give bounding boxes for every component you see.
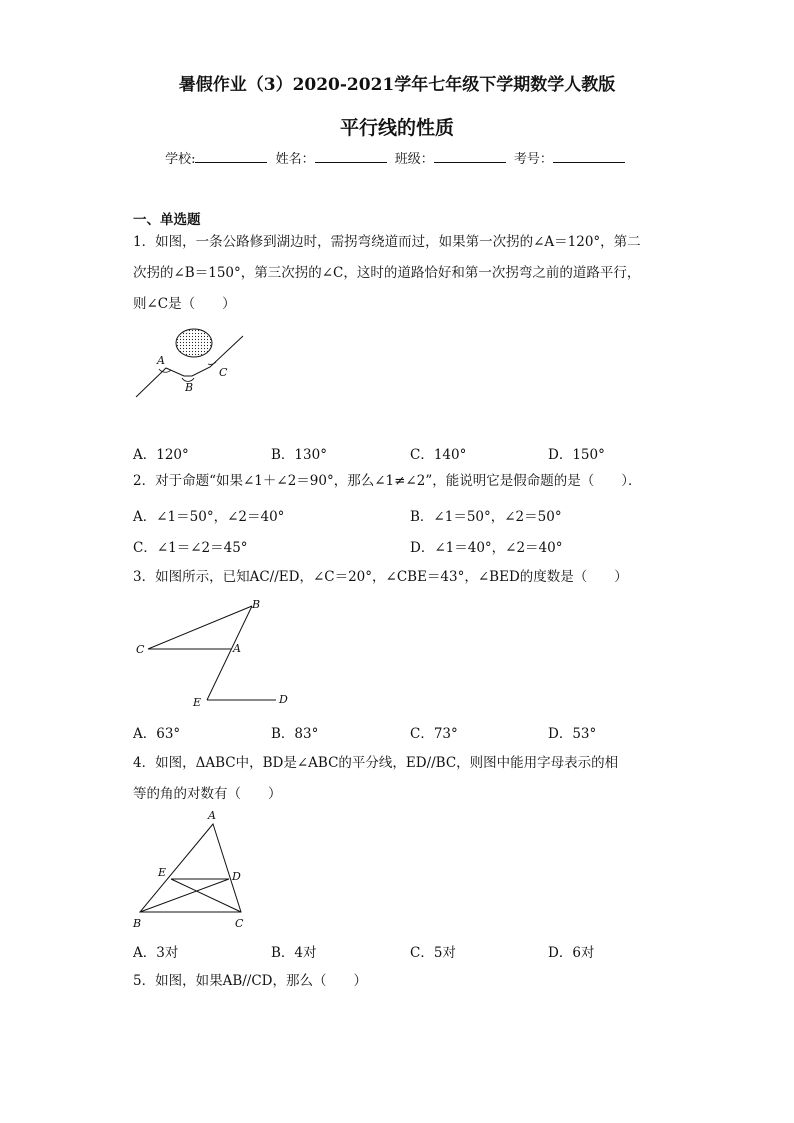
question-4-line-1: 4．如图，ΔABC中，BD是∠ABC的平分线，ED//BC，则图中能用字母表示的相 bbox=[133, 755, 619, 771]
question-4-line-2: 等的角的对数有（ ） bbox=[133, 786, 282, 802]
name-blank[interactable] bbox=[315, 150, 387, 163]
student-info-line bbox=[0, 148, 794, 167]
q3-option-d[interactable]: D．53° bbox=[548, 726, 597, 742]
label-d: D bbox=[279, 693, 288, 706]
label-e: E bbox=[158, 866, 167, 879]
q4-option-a[interactable]: A．3对 bbox=[133, 945, 179, 961]
label-a: A bbox=[208, 809, 216, 822]
question-3-figure bbox=[128, 592, 308, 716]
q1-option-b[interactable]: B．130° bbox=[271, 447, 327, 463]
q1-option-c[interactable]: C．140° bbox=[410, 447, 467, 463]
question-1-line-3: 则∠C是（ ） bbox=[133, 296, 236, 312]
q2-option-d[interactable]: D．∠1＝40°，∠2＝40° bbox=[410, 540, 563, 556]
q2-option-c[interactable]: C．∠1＝∠2＝45° bbox=[133, 540, 248, 556]
question-1-line-2: 次拐的∠B＝150°，第三次拐的∠C，这时的道路恰好和第一次拐弯之前的道路平行， bbox=[133, 265, 641, 281]
class-label: 班级： bbox=[394, 152, 434, 167]
lake-shape bbox=[176, 329, 212, 357]
label-c: C bbox=[136, 643, 145, 656]
triangle-abc bbox=[140, 824, 241, 912]
question-5-line-1: 5．如图，如果AB//CD，那么（ ） bbox=[133, 973, 368, 989]
q3-option-b[interactable]: B．83° bbox=[271, 726, 319, 742]
q3-option-c[interactable]: C．73° bbox=[410, 726, 458, 742]
section-heading: 一、单选题 bbox=[133, 212, 201, 228]
q4-option-b[interactable]: B．4对 bbox=[271, 945, 317, 961]
label-a: A bbox=[157, 354, 165, 367]
q2-option-a[interactable]: A．∠1＝50°，∠2＝40° bbox=[133, 509, 285, 525]
exam-number-label: 考号： bbox=[513, 152, 553, 167]
school-label: 学校: bbox=[165, 152, 196, 167]
exam-number-blank[interactable] bbox=[553, 150, 625, 163]
label-b: B bbox=[252, 598, 261, 611]
q2-option-b[interactable]: B．∠1＝50°，∠2＝50° bbox=[410, 509, 562, 525]
name-label: 姓名： bbox=[275, 152, 315, 167]
school-blank[interactable] bbox=[195, 150, 267, 163]
label-b: B bbox=[133, 917, 142, 930]
label-c: C bbox=[219, 366, 228, 379]
document-subtitle: 平行线的性质 bbox=[339, 117, 454, 139]
q4-option-d[interactable]: D．6对 bbox=[548, 945, 595, 961]
question-4-figure bbox=[128, 806, 268, 934]
label-b: B bbox=[185, 381, 194, 394]
q1-option-d[interactable]: D．150° bbox=[548, 447, 605, 463]
question-3-line-1: 3．如图所示，已知AC//ED，∠C＝20°，∠CBE＝43°，∠BED的度数是（ ） bbox=[133, 569, 628, 585]
label-a: A bbox=[233, 642, 241, 655]
question-1-line-1: 1．如图，一条公路修到湖边时，需拐弯绕道而过，如果第一次拐的∠A＝120°，第二 bbox=[133, 234, 641, 250]
label-d: D bbox=[232, 870, 241, 883]
question-1-figure bbox=[128, 320, 258, 400]
segment-ec bbox=[171, 879, 241, 912]
q1-option-a[interactable]: A．120° bbox=[133, 447, 189, 463]
segment-be bbox=[207, 606, 252, 700]
label-e: E bbox=[193, 696, 202, 709]
document-title: 暑假作业（3）2020-2021学年七年级下学期数学人教版 bbox=[178, 75, 616, 95]
class-blank[interactable] bbox=[434, 150, 506, 163]
q4-option-c[interactable]: C．5对 bbox=[410, 945, 456, 961]
question-2-line-1: 2．对于命题“如果∠1＋∠2＝90°，那么∠1≠∠2”，能说明它是假命题的是（ ）． bbox=[133, 473, 642, 489]
label-c: C bbox=[235, 917, 244, 930]
q3-option-a[interactable]: A．63° bbox=[133, 726, 181, 742]
